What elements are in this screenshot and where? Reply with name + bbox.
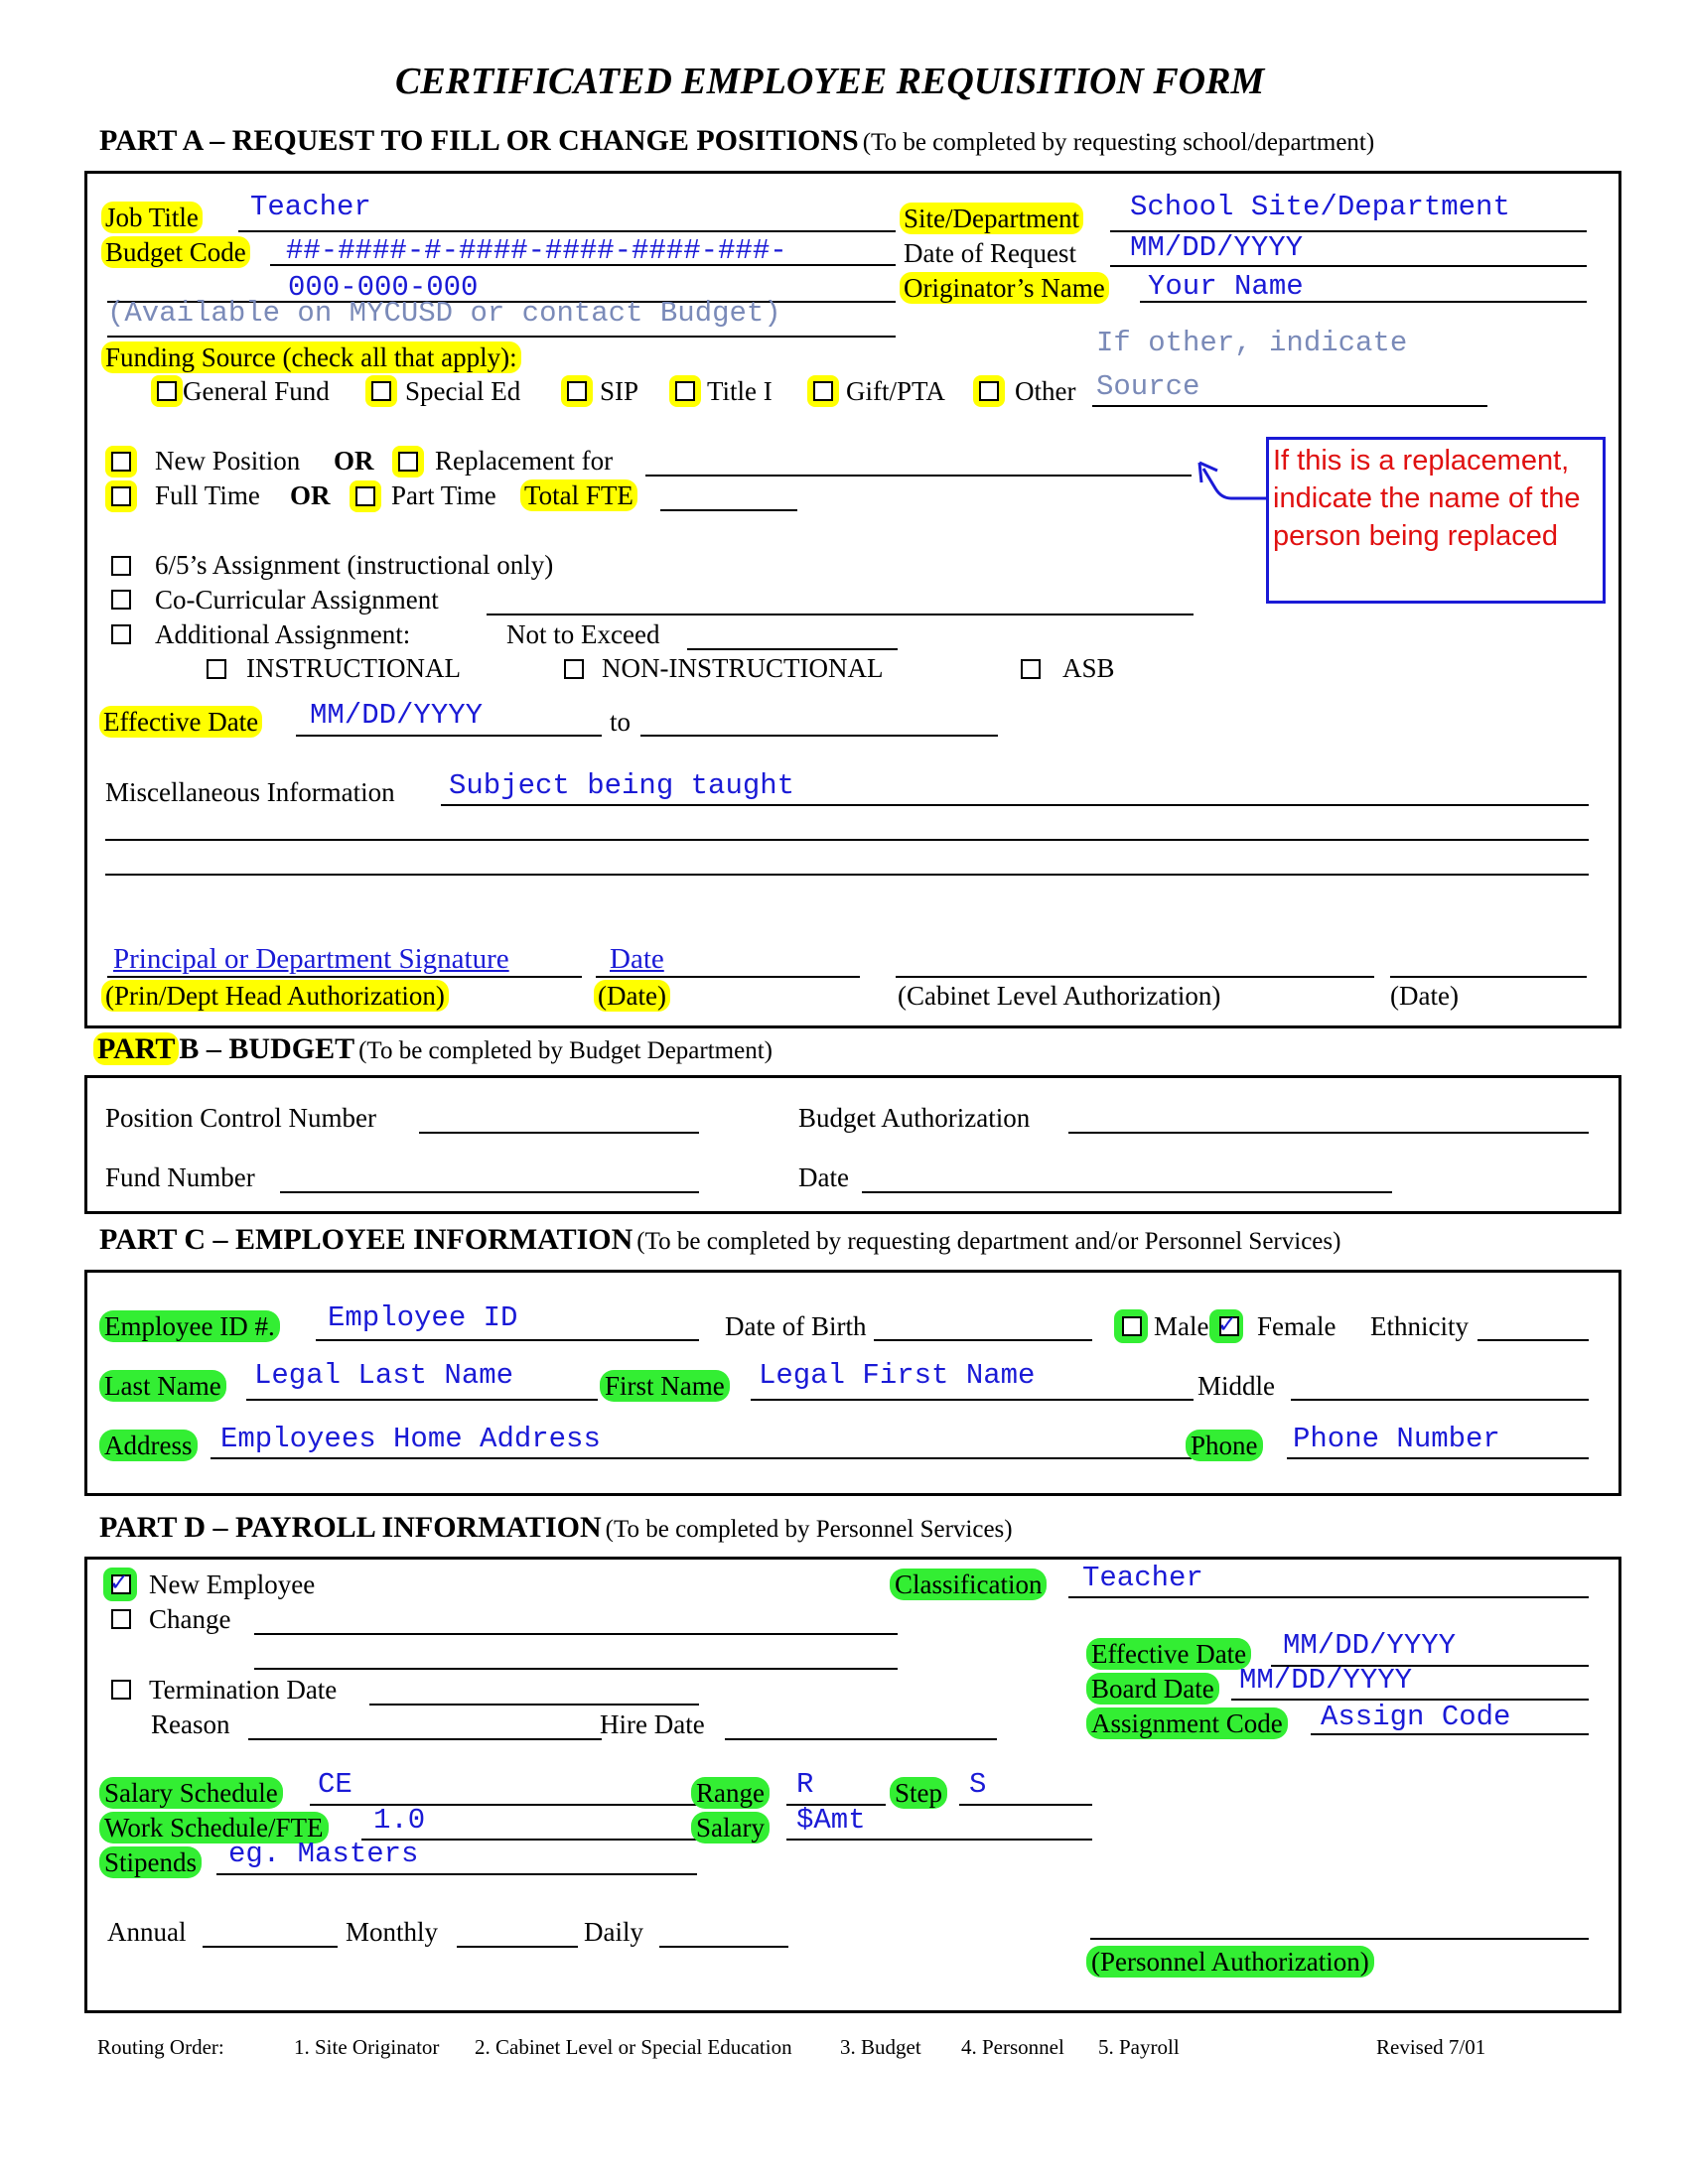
- or-label-2: OR: [290, 480, 331, 510]
- misc-value[interactable]: Subject being taught: [449, 769, 795, 802]
- budget-code-value[interactable]: ##-####-#-####-####-####-###-: [286, 234, 787, 267]
- funding-title-i-checkbox[interactable]: [675, 381, 695, 401]
- work-schedule-label: Work Schedule/FTE: [99, 1812, 329, 1843]
- assignment-code-label: Assignment Code: [1086, 1707, 1288, 1739]
- cabinet-auth-label: (Cabinet Level Authorization): [898, 981, 1221, 1011]
- effective-date-value-a[interactable]: MM/DD/YYYY: [310, 699, 484, 732]
- routing-label: Routing Order:: [97, 2035, 224, 2059]
- female-check-icon: ✓: [1217, 1310, 1238, 1338]
- budget-hint: (Available on MYCUSD or contact Budget): [107, 297, 781, 330]
- not-to-exceed-label: Not to Exceed: [506, 619, 660, 649]
- funding-other-label: Other: [1015, 376, 1076, 406]
- date-request-label: Date of Request: [904, 238, 1076, 268]
- new-employee-check-icon: ✓: [109, 1569, 130, 1596]
- total-fte-label: Total FTE: [520, 479, 637, 511]
- personnel-auth-label: (Personnel Authorization): [1086, 1946, 1374, 1978]
- date-signature-link[interactable]: Date: [610, 943, 664, 975]
- six-fifths-label: 6/5’s Assignment (instructional only): [155, 550, 554, 580]
- annual-line: [203, 1946, 338, 1948]
- new-position-checkbox[interactable]: [111, 452, 131, 472]
- job-title-line: [238, 230, 896, 232]
- first-name-line: [751, 1399, 1194, 1401]
- stipends-value[interactable]: eg. Masters: [228, 1838, 419, 1870]
- or-label-1: OR: [334, 446, 374, 476]
- termination-checkbox[interactable]: [111, 1680, 131, 1700]
- ethnicity-line: [1477, 1339, 1589, 1341]
- site-label: Site/Department: [900, 203, 1083, 234]
- effective-date-label-a: Effective Date: [99, 706, 262, 738]
- fund-number-label: Fund Number: [105, 1162, 255, 1192]
- last-name-line: [246, 1399, 598, 1401]
- funding-other-checkbox[interactable]: [979, 381, 999, 401]
- co-curricular-line: [487, 614, 1194, 615]
- non-instructional-label: NON-INSTRUCTIONAL: [602, 653, 884, 683]
- stipends-label: Stipends: [99, 1846, 202, 1878]
- part-b-heading-row: [93, 1032, 773, 1066]
- funding-label: Funding Source (check all that apply):: [101, 341, 521, 373]
- funding-special-ed-checkbox[interactable]: [371, 381, 391, 401]
- site-value[interactable]: School Site/Department: [1130, 191, 1510, 223]
- cabinet-date-line: [1390, 976, 1587, 978]
- part-d-subheading: (To be completed by Personnel Services): [605, 1516, 1013, 1543]
- other-source-line: [1092, 405, 1487, 407]
- routing-step-2: 2. Cabinet Level or Special Education: [475, 2035, 792, 2059]
- six-fifths-checkbox[interactable]: [111, 556, 131, 576]
- classification-value[interactable]: Teacher: [1082, 1562, 1203, 1594]
- part-d-box: [84, 1557, 1621, 2013]
- stipends-line: [216, 1873, 697, 1875]
- asb-checkbox[interactable]: [1021, 659, 1041, 679]
- instructional-checkbox[interactable]: [207, 659, 226, 679]
- funding-gift-pta-checkbox[interactable]: [813, 381, 833, 401]
- part-a-heading: PART A – REQUEST TO FILL OR CHANGE POSITIONS: [99, 124, 859, 157]
- to-label: to: [610, 707, 632, 737]
- other-hint-2: Source: [1096, 370, 1200, 403]
- cabinet-date-label: (Date): [1390, 981, 1459, 1011]
- funding-gift-pta-label: Gift/PTA: [846, 376, 945, 406]
- address-line: [211, 1457, 1192, 1459]
- male-label: Male: [1154, 1311, 1209, 1341]
- effective-date-value-d[interactable]: MM/DD/YYYY: [1283, 1629, 1457, 1662]
- board-date-value[interactable]: MM/DD/YYYY: [1239, 1664, 1413, 1697]
- principal-signature-link[interactable]: Principal or Department Signature: [113, 943, 509, 975]
- misc-line-2: [105, 839, 1589, 841]
- assignment-code-value[interactable]: Assign Code: [1321, 1701, 1511, 1733]
- dob-line: [874, 1339, 1092, 1341]
- misc-line-3: [105, 874, 1589, 876]
- prin-auth-label: (Prin/Dept Head Authorization): [101, 980, 449, 1012]
- first-name-label: First Name: [600, 1370, 730, 1402]
- phone-label: Phone: [1186, 1430, 1263, 1461]
- new-employee-label: New Employee: [149, 1570, 316, 1599]
- annual-label: Annual: [107, 1917, 187, 1947]
- co-curricular-checkbox[interactable]: [111, 590, 131, 610]
- part-a-heading-row: [99, 124, 1374, 158]
- full-time-label: Full Time: [155, 480, 260, 510]
- salary-value[interactable]: $Amt: [796, 1804, 866, 1837]
- daily-label: Daily: [584, 1917, 643, 1947]
- additional-label: Additional Assignment:: [155, 619, 411, 649]
- range-label: Range: [691, 1777, 770, 1809]
- budget-auth-line: [1068, 1132, 1589, 1134]
- phone-value[interactable]: Phone Number: [1293, 1423, 1500, 1455]
- employee-id-value[interactable]: Employee ID: [328, 1301, 518, 1334]
- effective-date-line-a: [296, 735, 602, 737]
- co-curricular-label: Co-Curricular Assignment: [155, 585, 439, 614]
- part-b-heading: B – BUDGET: [179, 1032, 355, 1065]
- replacement-callout: If this is a replacement, indicate the name of the person being replaced: [1266, 437, 1606, 604]
- routing-step-5: 5. Payroll: [1098, 2035, 1180, 2059]
- middle-label: Middle: [1197, 1371, 1275, 1401]
- budget-code-value-2[interactable]: 000-000-000: [288, 271, 479, 304]
- form-title: CERTIFICATED EMPLOYEE REQUISITION FORM: [395, 61, 1265, 102]
- classification-label: Classification: [890, 1569, 1047, 1600]
- principal-sig-line: [107, 976, 582, 978]
- position-control-line: [419, 1132, 699, 1134]
- salary-schedule-value[interactable]: CE: [318, 1768, 352, 1801]
- step-line: [959, 1804, 1092, 1806]
- male-checkbox[interactable]: [1122, 1316, 1142, 1336]
- budget-hint-line: [107, 336, 896, 338]
- total-fte-line: [660, 509, 797, 511]
- board-date-label: Board Date: [1086, 1673, 1219, 1705]
- asb-label: ASB: [1062, 653, 1115, 683]
- address-label: Address: [99, 1430, 198, 1461]
- additional-checkbox[interactable]: [111, 624, 131, 644]
- funding-general-fund-label: General Fund: [183, 376, 330, 406]
- routing-step-1: 1. Site Originator: [294, 2035, 440, 2059]
- originator-line: [1140, 301, 1587, 303]
- budget-code-line: [270, 264, 896, 266]
- assignment-code-line: [1311, 1733, 1589, 1735]
- termination-date-label: Termination Date: [149, 1675, 338, 1705]
- replacement-for-label: Replacement for: [435, 446, 614, 476]
- funding-general-fund-checkbox[interactable]: [157, 381, 177, 401]
- personnel-auth-line: [1090, 1938, 1589, 1940]
- salary-label: Salary: [691, 1812, 770, 1843]
- monthly-line: [457, 1946, 578, 1948]
- to-line: [640, 735, 998, 737]
- routing-step-4: 4. Personnel: [961, 2035, 1064, 2059]
- part-c-subheading: (To be completed by requesting department and/or Personnel Services): [636, 1228, 1341, 1255]
- daily-line: [659, 1946, 788, 1948]
- part-time-label: Part Time: [391, 480, 496, 510]
- other-hint-1: If other, indicate: [1096, 327, 1408, 359]
- misc-line-1: [441, 804, 1589, 806]
- part-d-heading-row: [99, 1511, 1013, 1545]
- replacement-checkbox[interactable]: [398, 452, 418, 472]
- employee-id-label: Employee ID #.: [99, 1310, 280, 1342]
- funding-sip-checkbox[interactable]: [567, 381, 587, 401]
- misc-label: Miscellaneous Information: [105, 777, 395, 807]
- classification-line: [1068, 1596, 1589, 1598]
- part-b-box: [84, 1075, 1621, 1214]
- first-name-value[interactable]: Legal First Name: [759, 1359, 1036, 1392]
- hire-date-label: Hire Date: [600, 1709, 705, 1739]
- part-c-heading: PART C – EMPLOYEE INFORMATION: [99, 1223, 633, 1256]
- revised-label: Revised 7/01: [1376, 2035, 1486, 2059]
- effective-date-label-d: Effective Date: [1086, 1638, 1251, 1670]
- instructional-label: INSTRUCTIONAL: [246, 653, 461, 683]
- part-c-heading-row: [99, 1223, 1340, 1257]
- callout-arrow-icon: [1192, 459, 1271, 508]
- monthly-label: Monthly: [346, 1917, 439, 1947]
- work-schedule-value[interactable]: 1.0: [373, 1804, 426, 1837]
- date-request-value[interactable]: MM/DD/YYYY: [1130, 231, 1304, 264]
- not-to-exceed-line: [687, 648, 898, 650]
- part-time-checkbox[interactable]: [355, 486, 375, 506]
- change-line-2: [254, 1668, 898, 1670]
- change-label: Change: [149, 1604, 231, 1634]
- ethnicity-label: Ethnicity: [1370, 1311, 1469, 1341]
- position-control-label: Position Control Number: [105, 1103, 377, 1133]
- phone-line: [1287, 1457, 1589, 1459]
- cabinet-sig-line: [896, 976, 1374, 978]
- full-time-checkbox[interactable]: [111, 486, 131, 506]
- funding-title-i-label: Title I: [707, 376, 773, 406]
- female-label: Female: [1257, 1311, 1336, 1341]
- date-sig-line: [596, 976, 860, 978]
- salary-schedule-line: [310, 1804, 697, 1806]
- routing-step-3: 3. Budget: [840, 2035, 921, 2059]
- new-position-label: New Position: [155, 446, 301, 476]
- step-label: Step: [890, 1777, 947, 1809]
- last-name-value[interactable]: Legal Last Name: [254, 1359, 514, 1392]
- date-request-line: [1110, 265, 1587, 267]
- salary-schedule-label: Salary Schedule: [99, 1777, 283, 1809]
- part-d-heading: PART D – PAYROLL INFORMATION: [99, 1511, 602, 1544]
- last-name-label: Last Name: [99, 1370, 226, 1402]
- range-value[interactable]: R: [796, 1768, 814, 1801]
- salary-line: [786, 1839, 1092, 1841]
- job-title-value[interactable]: Teacher: [250, 191, 371, 223]
- dob-label: Date of Birth: [725, 1311, 867, 1341]
- address-value[interactable]: Employees Home Address: [220, 1423, 601, 1455]
- part-a-subheading: (To be completed by requesting school/department): [862, 129, 1375, 156]
- employee-id-line: [316, 1339, 699, 1341]
- funding-special-ed-label: Special Ed: [405, 376, 521, 406]
- job-title-label: Job Title: [101, 202, 203, 233]
- hire-date-line: [725, 1738, 997, 1740]
- non-instructional-checkbox[interactable]: [564, 659, 584, 679]
- originator-value[interactable]: Your Name: [1148, 270, 1304, 303]
- change-checkbox[interactable]: [111, 1609, 131, 1629]
- step-value[interactable]: S: [969, 1768, 987, 1801]
- fund-number-line: [280, 1191, 699, 1193]
- part-b-heading-part: PART: [93, 1032, 179, 1065]
- middle-line: [1291, 1399, 1589, 1401]
- reason-line: [248, 1738, 602, 1740]
- termination-date-line: [369, 1704, 699, 1706]
- part-b-subheading: (To be completed by Budget Department): [358, 1037, 773, 1064]
- funding-sip-label: SIP: [600, 376, 639, 406]
- prin-date-label: (Date): [594, 980, 670, 1012]
- budget-date-line: [862, 1191, 1392, 1193]
- budget-date-label: Date: [798, 1162, 849, 1192]
- originator-label: Originator’s Name: [900, 272, 1109, 304]
- replacement-for-line: [645, 475, 1192, 477]
- change-line-1: [254, 1633, 898, 1635]
- budget-auth-label: Budget Authorization: [798, 1103, 1031, 1133]
- budget-code-label: Budget Code: [101, 236, 250, 268]
- reason-label: Reason: [151, 1709, 230, 1739]
